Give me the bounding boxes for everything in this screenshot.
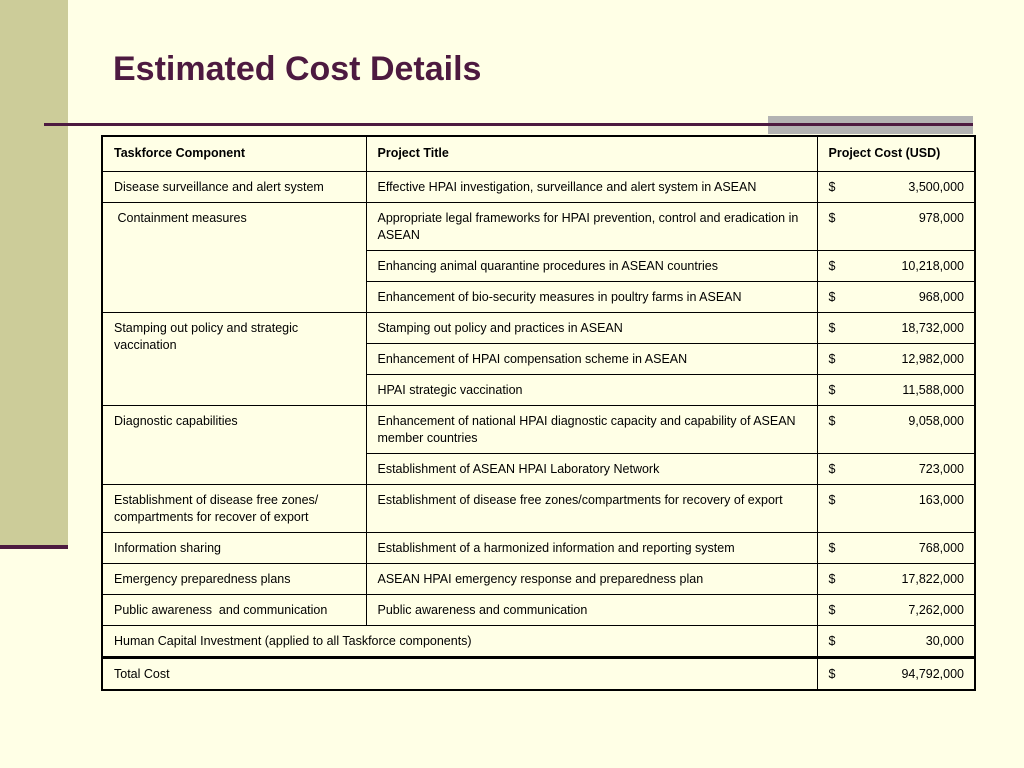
project-title-cell: Establishment of disease free zones/compartments for recovery of export [366, 485, 817, 533]
cost-cell [817, 533, 975, 564]
currency-symbol: $ [828, 383, 836, 397]
cost-cell [817, 454, 975, 485]
cost-value: 163,000 [918, 493, 964, 507]
project-title-cell: Stamping out policy and practices in ASEAN [366, 313, 817, 344]
cost-cell [817, 313, 975, 344]
cost-cell [817, 203, 975, 251]
cost-value: 18,732,000 [901, 321, 964, 335]
project-title-cell: Establishment of ASEAN HPAI Laboratory Network [366, 454, 817, 485]
table-row [102, 485, 975, 533]
taskforce-component-cell: Containment measures [102, 203, 366, 313]
table-row [102, 203, 975, 251]
currency-symbol: $ [828, 667, 836, 681]
currency-symbol: $ [828, 414, 836, 428]
side-accent-bar [0, 0, 68, 546]
table-header-row [102, 136, 975, 172]
taskforce-component-cell: Information sharing [102, 533, 366, 564]
table-row [102, 406, 975, 454]
cost-value: 17,822,000 [901, 572, 964, 586]
cost-cell [817, 251, 975, 282]
taskforce-component-cell: Stamping out policy and strategic vaccination [102, 313, 366, 406]
cost-cell [817, 375, 975, 406]
currency-symbol: $ [828, 290, 836, 304]
cost-value: 978,000 [918, 211, 964, 225]
cost-value: 30,000 [925, 634, 964, 648]
table-row [102, 626, 975, 658]
header-project-title: Project Title [366, 136, 817, 172]
project-title-cell: Enhancement of bio-security measures in poultry farms in ASEAN [366, 282, 817, 313]
spanning-label-cell: Human Capital Investment (applied to all Taskforce components) [102, 626, 817, 658]
taskforce-component-cell: Disease surveillance and alert system [102, 172, 366, 203]
slide-title: Estimated Cost Details [113, 50, 482, 88]
currency-symbol: $ [828, 572, 836, 586]
table-row [102, 533, 975, 564]
cost-table [101, 135, 976, 691]
table-row [102, 564, 975, 595]
cost-cell [817, 344, 975, 375]
project-title-cell: Enhancement of national HPAI diagnostic capacity and capability of ASEAN member countries [366, 406, 817, 454]
cost-value: 9,058,000 [908, 414, 964, 428]
currency-symbol: $ [828, 321, 836, 335]
cost-cell [817, 564, 975, 595]
currency-symbol: $ [828, 493, 836, 507]
cost-value: 723,000 [918, 462, 964, 476]
cost-cell [817, 658, 975, 691]
title-rule [44, 123, 973, 126]
header-project-cost: Project Cost (USD) [817, 136, 975, 172]
currency-symbol: $ [828, 603, 836, 617]
currency-symbol: $ [828, 541, 836, 555]
currency-symbol: $ [828, 352, 836, 366]
project-title-cell: Establishment of a harmonized information and reporting system [366, 533, 817, 564]
currency-symbol: $ [828, 634, 836, 648]
currency-symbol: $ [828, 180, 836, 194]
taskforce-component-cell: Emergency preparedness plans [102, 564, 366, 595]
cost-value: 11,588,000 [902, 383, 964, 397]
cost-value: 10,218,000 [901, 259, 964, 273]
cost-cell [817, 172, 975, 203]
cost-value: 768,000 [918, 541, 964, 555]
project-title-cell: Public awareness and communication [366, 595, 817, 626]
cost-cell [817, 406, 975, 454]
cost-value: 7,262,000 [908, 603, 964, 617]
table-row [102, 313, 975, 344]
taskforce-component-cell: Diagnostic capabilities [102, 406, 366, 485]
side-accent-line [0, 545, 68, 549]
project-title-cell: Effective HPAI investigation, surveillance and alert system in ASEAN [366, 172, 817, 203]
project-title-cell: ASEAN HPAI emergency response and preparedness plan [366, 564, 817, 595]
cost-value: 94,792,000 [901, 667, 964, 681]
cost-table-body [102, 172, 975, 691]
header-taskforce-component: Taskforce Component [102, 136, 366, 172]
project-title-cell: Enhancement of HPAI compensation scheme in ASEAN [366, 344, 817, 375]
project-title-cell: HPAI strategic vaccination [366, 375, 817, 406]
total-label-cell: Total Cost [102, 658, 817, 691]
currency-symbol: $ [828, 462, 836, 476]
total-row [102, 658, 975, 691]
cost-cell [817, 485, 975, 533]
project-title-cell: Appropriate legal frameworks for HPAI prevention, control and eradication in ASEAN [366, 203, 817, 251]
currency-symbol: $ [828, 259, 836, 273]
cost-cell [817, 282, 975, 313]
currency-symbol: $ [828, 211, 836, 225]
taskforce-component-cell: Public awareness and communication [102, 595, 366, 626]
table-row [102, 595, 975, 626]
table-row [102, 172, 975, 203]
taskforce-component-cell: Establishment of disease free zones/ compartments for recover of export [102, 485, 366, 533]
cost-cell [817, 626, 975, 658]
cost-value: 968,000 [918, 290, 964, 304]
cost-cell [817, 595, 975, 626]
project-title-cell: Enhancing animal quarantine procedures in ASEAN countries [366, 251, 817, 282]
cost-value: 12,982,000 [901, 352, 964, 366]
cost-value: 3,500,000 [908, 180, 964, 194]
